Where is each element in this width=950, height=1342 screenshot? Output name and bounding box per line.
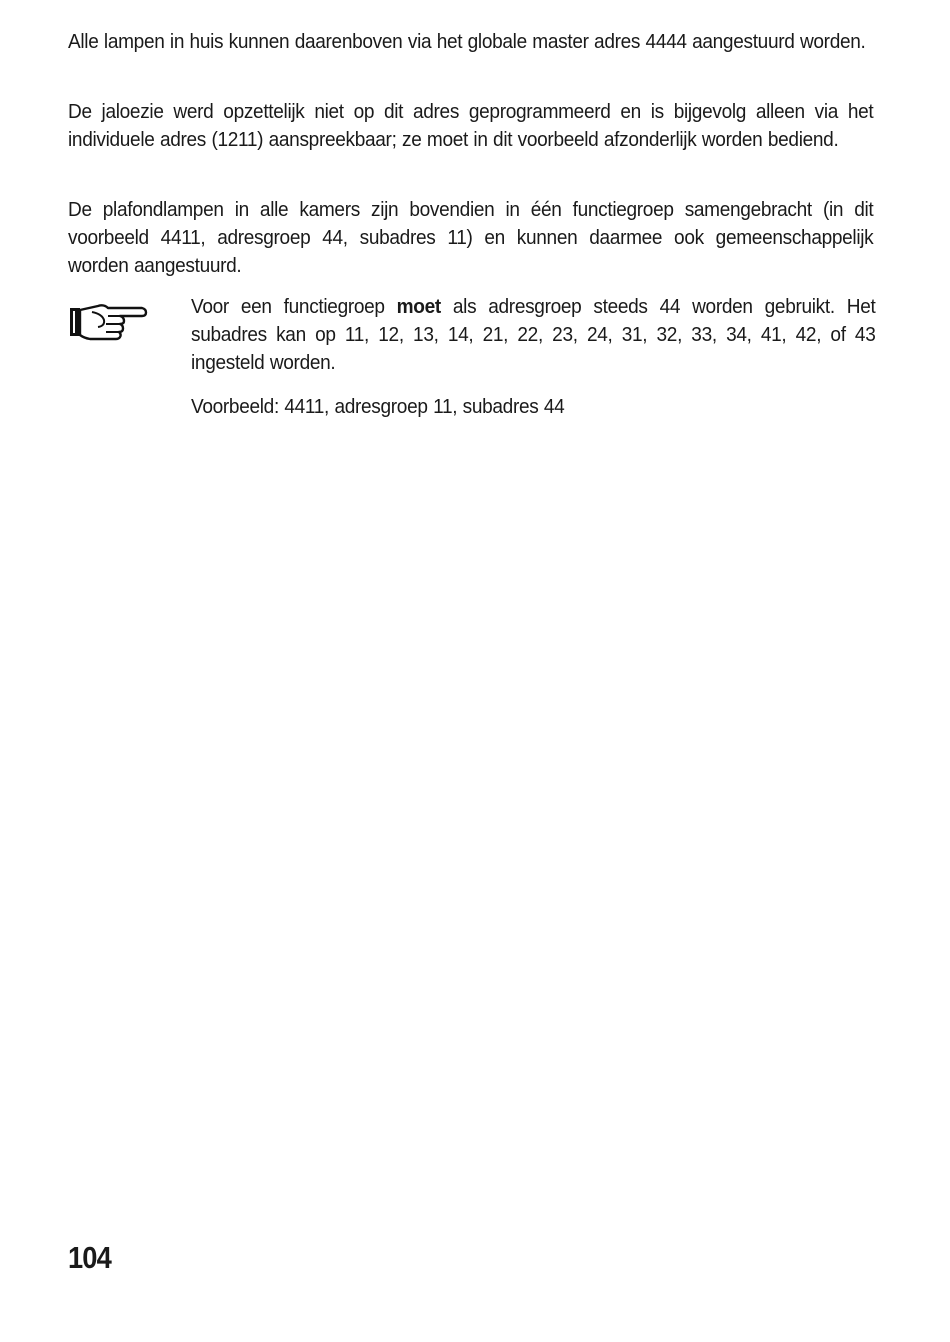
note-text-end: als adresgroep steeds 44 worden gebruikt. Het subadres kan op 11, 12, 13, 14, 21, 22, 23, 24, 31, 32, 33, 34, 41, 42, of 43 ingesteld worden.: [191, 295, 876, 374]
paragraph-function-group: De plafondlampen in alle kamers zijn bovendien in één functiegroep samengebracht (in dit voorbeeld 4411, adresgroep 44, subadres 11) en kunnen daarmee ook gemeenschappelijk worden aangestuurd.: [68, 198, 874, 277]
pointing-hand-icon: [68, 300, 148, 342]
paragraph-master-address: Alle lampen in huis kunnen daarenboven via het globale master adres 4444 aangestuurd worden.: [68, 30, 866, 53]
note-text-start: Voor een functiegroep: [191, 295, 397, 318]
note-emphasis: moet: [396, 295, 441, 318]
paragraph-blind-address: De jaloezie werd opzettelijk niet op dit adres geprogrammeerd en is bijgevolg alleen via het individuele adres (1211) aanspreekbaar; ze moet in dit voorbeeld afzonderlijk worden bediend.: [68, 100, 874, 151]
note-function-group-rule: [191, 293, 875, 377]
page-number: 104: [68, 1240, 111, 1275]
note-example: Voorbeeld: 4411, adresgroep 11, subadres 44: [191, 395, 565, 418]
